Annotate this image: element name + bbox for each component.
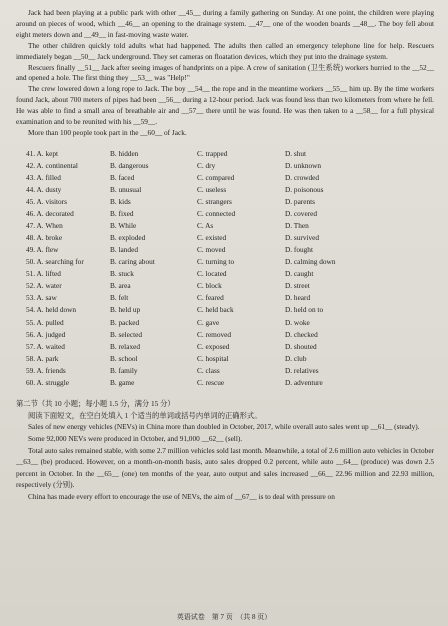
option-b: B. game (110, 377, 135, 387)
cloze-passage (16, 8, 434, 139)
option-c: C. moved (197, 245, 226, 255)
passage-paragraph-2: The other children quickly told adults what had happened. The adults then called an emergency telephone line for help. Rescuers immediately began __50__ Jack underground. They set cameras on floatation devices, which they put into the drainage system. (16, 40, 434, 61)
option-row (26, 268, 375, 280)
option-b: B. exploded (110, 233, 146, 243)
option-a: 54. A. held down (26, 305, 77, 315)
option-c: C. feared (197, 293, 224, 303)
section2-paragraph-1: Sales of new energy vehicles (NEVs) in China more than doubled in October, 2017, while overall auto sales went up __61__ (steady). (28, 422, 420, 432)
option-d: D. caught (285, 269, 314, 279)
option-b: B. family (110, 365, 138, 375)
options-table (26, 148, 375, 389)
option-a: 53. A. saw (26, 293, 57, 303)
option-d: D. crowded (285, 172, 320, 182)
option-c: C. As (197, 221, 214, 231)
option-a: 48. A. broke (26, 233, 63, 243)
option-row (26, 244, 375, 256)
option-row (26, 280, 375, 292)
passage-paragraph-4: The crew lowered down a long rope to Jack. The boy __54__ the rope and in the meantime workers __55__ him up. By the time workers found Jack, about 700 meters of pipes had been __56__ during a 12-hour period. Jack was found less than two kilometers from where he fell. He was able to find a small area of breathable air and __57__ there until he was found. He was then taken to a __58__ for a full physical examination and to be reunited with his __59__. (16, 84, 434, 127)
option-c: C. exposed (197, 341, 230, 351)
option-d: D. survived (285, 233, 320, 243)
option-c: C. rescue (197, 377, 225, 387)
option-c: C. turning to (197, 257, 235, 267)
section2-paragraph-2: Some 92,000 NEVs were produced in October, and 91,000 __62__ (sell). (28, 433, 243, 443)
option-c: C. located (197, 269, 227, 279)
option-row (26, 292, 375, 304)
option-a: 52. A. water (26, 281, 62, 291)
option-a: 59. A. friends (26, 365, 66, 375)
option-c: C. connected (197, 209, 236, 219)
option-row (26, 377, 375, 389)
option-b: B. felt (110, 293, 129, 303)
passage-paragraph-5: More than 100 people took part in the __60__ of Jack. (28, 127, 187, 137)
option-b: B. dangerous (110, 160, 149, 170)
option-a: 43. A. filled (26, 172, 61, 182)
option-c: C. class (197, 365, 220, 375)
option-d: D. adventure (285, 377, 323, 387)
option-a: 47. A. When (26, 221, 63, 231)
option-row (26, 172, 375, 184)
option-d: D. street (285, 281, 310, 291)
option-row (26, 304, 375, 316)
option-c: C. removed (197, 329, 232, 339)
option-d: D. checked (285, 329, 318, 339)
option-a: 60. A. struggle (26, 377, 69, 387)
option-d: D. club (285, 353, 307, 363)
option-d: D. shouted (285, 341, 317, 351)
option-d: D. poisonous (285, 185, 324, 195)
option-b: B. While (110, 221, 137, 231)
option-b: B. kids (110, 197, 131, 207)
option-row (26, 160, 375, 172)
option-row (26, 184, 375, 196)
option-c: C. dry (197, 160, 216, 170)
section2-instruction: 阅读下面短文，在空白处填入 1 个适当的单词或括号内单词的正确形式。 (28, 410, 262, 420)
option-a: 46. A. decorated (26, 209, 74, 219)
option-row (26, 148, 375, 160)
option-d: D. woke (285, 317, 310, 327)
option-b: B. faced (110, 172, 135, 182)
option-row (26, 365, 375, 377)
option-row (26, 341, 375, 353)
option-c: C. trapped (197, 148, 228, 158)
option-d: D. covered (285, 209, 318, 219)
option-a: 44. A. dusty (26, 185, 62, 195)
option-b: B. selected (110, 329, 143, 339)
option-a: 56. A. judged (26, 329, 66, 339)
option-b: B. held up (110, 305, 141, 315)
section2-paragraph-3: Total auto sales remained stable, with some 2.7 million vehicles sold last month. Meanwhile, a total of 2.6 million auto vehicles in October __63__ (be) produced. However, on a month-on-month basis, auto sales dropped 0.2 percent, while auto __64__ (produce) was down 2.5 percent in October. In the __65__ (one) ten months of the year, auto output and sales increased __66__ 22.96 million and 22.93 million, respectively (分别). (16, 445, 434, 490)
option-b: B. area (110, 281, 131, 291)
option-b: B. fixed (110, 209, 134, 219)
option-c: C. useless (197, 185, 227, 195)
option-row (26, 196, 375, 208)
option-a: 49. A. flew (26, 245, 59, 255)
option-c: C. compared (197, 172, 235, 182)
option-c: C. hospital (197, 353, 229, 363)
option-d: D. held on to (285, 305, 324, 315)
option-b: B. hidden (110, 148, 139, 158)
page-footer: 英语试卷 第 7 页 （共 8 页） (176, 613, 272, 621)
option-row (26, 329, 375, 341)
option-row (26, 232, 375, 244)
option-row (26, 208, 375, 220)
option-d: D. parents (285, 197, 315, 207)
option-b: B. unusual (110, 185, 142, 195)
option-d: D. unknown (285, 160, 322, 170)
option-c: C. held back (197, 305, 234, 315)
section2-header: 第二节（共 10 小题；每小题 1.5 分，满分 15 分） (16, 398, 175, 408)
option-d: D. calming down (285, 257, 336, 267)
option-b: B. relaxed (110, 341, 140, 351)
option-b: B. caring about (110, 257, 155, 267)
option-row (26, 353, 375, 365)
option-row (26, 256, 375, 268)
option-d: D. shut (285, 148, 307, 158)
option-c: C. gave (197, 317, 220, 327)
option-d: D. relatives (285, 365, 319, 375)
option-b: B. packed (110, 317, 140, 327)
option-row (26, 317, 375, 329)
option-b: B. school (110, 353, 138, 363)
option-a: 58. A. park (26, 353, 59, 363)
option-a: 57. A. waited (26, 341, 65, 351)
option-a: 45. A. visitors (26, 197, 67, 207)
option-a: 42. A. continental (26, 160, 78, 170)
option-b: B. stuck (110, 269, 134, 279)
section2-paragraph-4: China has made every effort to encourage the use of NEVs, the aim of __67__ is to deal with pressure on (28, 491, 335, 501)
option-a: 50. A. searching for (26, 257, 84, 267)
option-b: B. landed (110, 245, 138, 255)
options-body (26, 148, 375, 389)
option-c: C. strangers (197, 197, 232, 207)
option-a: 41. A. kept (26, 148, 59, 158)
option-a: 55. A. pulled (26, 317, 64, 327)
option-d: D. Then (285, 221, 309, 231)
passage-paragraph-1: Jack had been playing at a public park with other __45__ during a family gathering on Sunday. At one point, the children were playing around on pieces of wood, which __46__ an opening to the drainage system. __47__ one of the wooden boards __48__. The boy fell about eight meters down and __49__ in fast-moving waste water. (16, 8, 434, 39)
option-a: 51. A. lifted (26, 269, 61, 279)
option-c: C. block (197, 281, 222, 291)
passage-paragraph-3: Rescuers finally __51__ Jack after seeing images of handprints on a pipe. A crew of sanitation (卫生系统) workers hurried to the __52__ and opened a hole. The first thing they __53__ was "Help!" (16, 62, 434, 83)
option-d: D. fought (285, 245, 313, 255)
option-d: D. heard (285, 293, 311, 303)
option-row (26, 220, 375, 232)
option-c: C. existed (197, 233, 227, 243)
